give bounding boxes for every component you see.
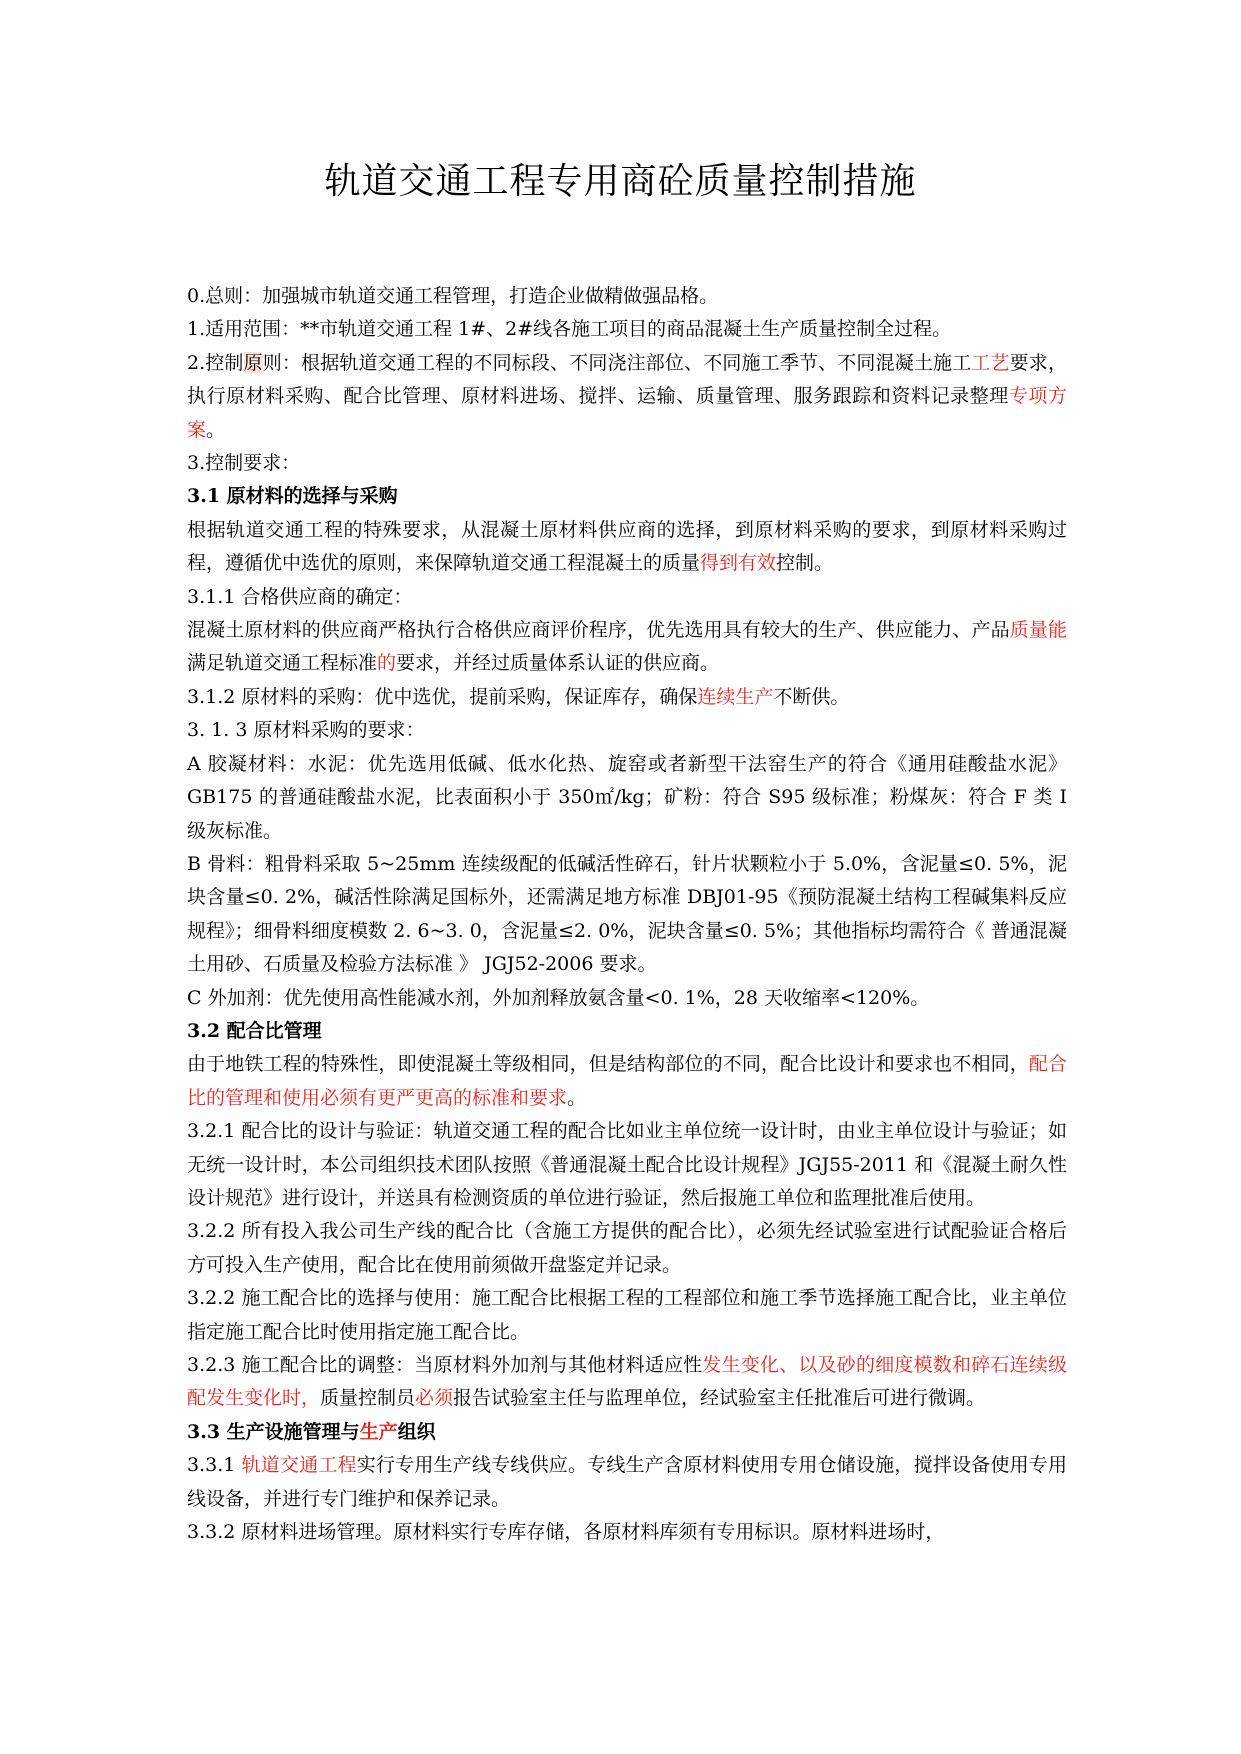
text-run: 3.3.1	[187, 1454, 242, 1477]
section-heading	[187, 1015, 1067, 1048]
section-heading	[187, 1416, 1067, 1449]
body-paragraph	[187, 280, 1067, 313]
text-run: 控制。	[776, 552, 834, 575]
text-run: 3.1 原材料的选择与采购	[187, 485, 398, 508]
text-run: 实行专用生产线专线供应。专线生产含原材料使用专用仓储设施，搅拌设备使用专用线设备，并进行专门维护和保养记录。	[187, 1454, 1067, 1510]
text-run: 混凝土原材料的供应商严格执行合格供应商评价程序，优先选用具有较大的生产、供应能力、产品	[187, 619, 1010, 642]
emphasized-text: 质量能	[1009, 619, 1067, 642]
text-run: 3.2 配合比管理	[187, 1019, 322, 1042]
text-run: 满足轨道交通工程标准	[187, 652, 378, 675]
text-run: 。	[567, 1086, 587, 1109]
text-run: 3.控制要求：	[187, 452, 301, 475]
text-run: 要求，并经过质量体系认证的供应商。	[396, 652, 720, 675]
text-run: 由于地铁工程的特殊性，即使混凝土等级相同，但是结构部位的不同，配合比设计和要求也不相同，	[187, 1053, 1029, 1076]
body-paragraph	[187, 1115, 1067, 1215]
emphasized-text: 连续生产	[697, 685, 774, 708]
text-run: 要求，执行原材料采购、配合比管理、原材料进场、搅拌、运输、质量管理、服务跟踪和资料记录整理	[187, 351, 1067, 408]
text-run: 不断供。	[773, 685, 850, 708]
body-paragraph	[187, 313, 1067, 346]
text-run: B 骨料：粗骨料采取 5~25mm 连续级配的低碱活性碎石，针片状颗粒小于 5.0%，含泥量≤0. 5%，泥块含量≤0. 2%，碱活性除满足国标外，还需满足地方标准 DBJ01-95《预防混凝土结构工程碱集料反应规程》；细骨料细度模数 2. 6~3. 0，含泥量≤2. 0%，泥块含量≤0. 5%；其他指标均需符合《 普通混凝土用砂、石质量及检验方法标准 》 JGJ52-2006 要求。	[187, 852, 1067, 976]
text-run: 则：根据轨道交通工程的不同标段、不同浇注部位、不同施工季节、不同混凝土施工	[262, 351, 972, 374]
text-run: 质量控制员	[320, 1387, 416, 1410]
text-run: A 胶凝材料：水泥：优先选用低碱、低水化热、旋窑或者新型干法窑生产的符合《通用硅酸盐水泥》GB175 的普通硅酸盐水泥，比表面积小于 350㎡/kg；矿粉：符合 S95 级标准；粉煤灰：符合 F 类 Ⅰ 级灰标准。	[187, 752, 1067, 842]
emphasized-text: 工艺	[971, 351, 1010, 374]
body-paragraph	[187, 1282, 1067, 1349]
body-paragraph	[187, 514, 1067, 581]
body-paragraph	[187, 982, 1067, 1015]
emphasized-text: 的	[377, 652, 397, 675]
emphasized-text: 轨道交通工程	[241, 1454, 357, 1477]
text-run: 根据轨道交通工程的特殊要求，从混凝土原材料供应商的选择，到原材料采购的要求，到原材料采购过程，遵循优中选优的原则，来保障轨道交通工程混凝土的质量	[187, 518, 1067, 575]
text-run: 3.2.2 施工配合比的选择与使用：施工配合比根据工程的工程部位和施工季节选择施工配合比，业主单位指定施工配合比时使用指定施工配合比。	[187, 1287, 1067, 1343]
text-run: 3.2.1 配合比的设计与验证：轨道交通工程的配合比如业主单位统一设计时，由业主单位设计与验证；如无统一设计时，本公司组织技术团队按照《普通混凝土配合比设计规程》JGJ55-2011 和《混凝土耐久性设计规范》进行设计，并送具有检测资质的单位进行验证，然后报施工单位和监理批准后使用。	[187, 1120, 1067, 1209]
emphasized-text: 必须	[415, 1387, 454, 1410]
text-run: 组织	[397, 1420, 436, 1443]
body-paragraph	[187, 1449, 1067, 1516]
text-run: 2.控制	[187, 351, 244, 374]
text-run: 3.3.2 原材料进场管理。原材料实行专库存储，各原材料库须有专用标识。原材料进场时，	[187, 1521, 945, 1544]
text-run: 3.1.2 原材料的采购：优中选优，提前采购，保证库存，确保	[187, 685, 698, 708]
body-paragraph	[187, 848, 1067, 982]
body-paragraph	[187, 581, 1067, 614]
emphasized-text: 生产	[359, 1420, 398, 1443]
body-paragraph	[187, 748, 1067, 848]
body-paragraph	[187, 1516, 1067, 1549]
document-title: 轨道交通工程专用商砼质量控制措施	[324, 161, 917, 202]
text-run: 3.3 生产设施管理与	[187, 1420, 360, 1443]
text-run: C 外加剂：优先使用高性能减水剂，外加剂释放氨含量<0. 1%，28 天收缩率<120%。	[187, 986, 930, 1009]
emphasized-text: 得到有效	[700, 552, 777, 575]
text-run: 3.2.3 施工配合比的调整：当原材料外加剂与其他材料适应性	[187, 1354, 703, 1376]
body-paragraph	[187, 714, 1067, 747]
emphasized-text: 发生变化、以及砂的细度模数和碎石连续级配发生变化时，	[187, 1354, 1067, 1410]
section-heading	[187, 480, 1067, 513]
text-run: 。	[206, 418, 226, 441]
body-paragraph	[187, 1048, 1067, 1115]
text-run: 0.总则：加强城市轨道交通工程管理，打造企业做精做强品格。	[187, 285, 719, 307]
text-run: 1.适用范围：**市轨道交通工程 1#、2#线各施工项目的商品混凝土生产质量控制全过程。	[187, 318, 952, 341]
emphasized-text: 专项方案	[187, 385, 1067, 441]
highlighted-text: 原	[243, 351, 263, 374]
body-paragraph	[187, 1349, 1067, 1416]
text-run: 报告试验室主任与监理单位，经试验室主任批准后可进行微调。	[453, 1387, 986, 1410]
emphasized-text: 配合比的管理和使用必须有更严更高的标准和要求	[187, 1053, 1067, 1109]
document-body	[187, 280, 1067, 1549]
body-paragraph	[187, 347, 1067, 447]
text-run: 3.2.2 所有投入我公司生产线的配合比（含施工方提供的配合比），必须先经试验室进行试配验证合格后方可投入生产使用，配合比在使用前须做开盘鉴定并记录。	[187, 1220, 1067, 1276]
body-paragraph	[187, 614, 1067, 681]
body-paragraph	[187, 681, 1067, 714]
text-run: 3.1.1 合格供应商的确定：	[187, 585, 413, 608]
body-paragraph	[187, 447, 1067, 480]
body-paragraph	[187, 1215, 1067, 1282]
text-run: 3. 1. 3 原材料采购的要求：	[187, 719, 425, 742]
